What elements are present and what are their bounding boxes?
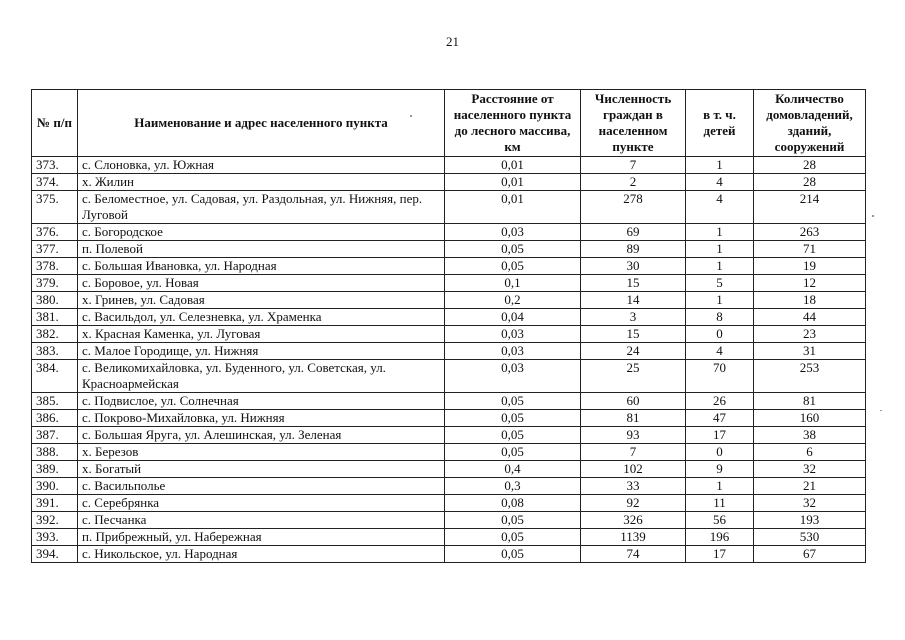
scan-speck <box>880 410 882 411</box>
buildings-count: 18 <box>754 292 866 309</box>
settlement-name: х. Гринев, ул. Садовая <box>78 292 445 309</box>
row-number: 386. <box>32 410 78 427</box>
table-header-row <box>32 90 866 157</box>
row-number: 391. <box>32 495 78 512</box>
table-row <box>32 191 866 224</box>
population-count: 93 <box>581 427 686 444</box>
settlement-name: с. Большая Яруга, ул. Алешинская, ул. Зеленая <box>78 427 445 444</box>
settlement-name: с. Слоновка, ул. Южная <box>78 157 445 174</box>
row-number: 392. <box>32 512 78 529</box>
settlement-name: с. Великомихайловка, ул. Буденного, ул. Советская, ул. Красноармейская <box>78 360 445 393</box>
population-count: 1139 <box>581 529 686 546</box>
children-count: 70 <box>686 360 754 393</box>
children-count: 0 <box>686 326 754 343</box>
distance-km: 0,01 <box>445 191 581 224</box>
children-count: 0 <box>686 444 754 461</box>
settlements-table <box>31 89 866 563</box>
table-row <box>32 309 866 326</box>
row-number: 376. <box>32 224 78 241</box>
settlement-name: с. Большая Ивановка, ул. Народная <box>78 258 445 275</box>
row-number: 380. <box>32 292 78 309</box>
settlement-name: х. Жилин <box>78 174 445 191</box>
children-count: 26 <box>686 393 754 410</box>
table-row <box>32 258 866 275</box>
distance-km: 0,01 <box>445 174 581 191</box>
scan-speck <box>872 215 874 217</box>
population-count: 2 <box>581 174 686 191</box>
row-number: 394. <box>32 546 78 563</box>
row-number: 375. <box>32 191 78 224</box>
distance-km: 0,05 <box>445 546 581 563</box>
row-number: 384. <box>32 360 78 393</box>
population-count: 7 <box>581 444 686 461</box>
children-count: 56 <box>686 512 754 529</box>
buildings-count: 67 <box>754 546 866 563</box>
table-row <box>32 393 866 410</box>
distance-km: 0,01 <box>445 157 581 174</box>
buildings-count: 530 <box>754 529 866 546</box>
buildings-count: 32 <box>754 495 866 512</box>
row-number: 381. <box>32 309 78 326</box>
children-count: 4 <box>686 191 754 224</box>
distance-km: 0,03 <box>445 360 581 393</box>
buildings-count: 160 <box>754 410 866 427</box>
settlement-name: с. Подвислое, ул. Солнечная <box>78 393 445 410</box>
table-row <box>32 427 866 444</box>
children-count: 1 <box>686 224 754 241</box>
children-count: 4 <box>686 174 754 191</box>
children-count: 4 <box>686 343 754 360</box>
distance-km: 0,05 <box>445 241 581 258</box>
population-count: 326 <box>581 512 686 529</box>
children-count: 17 <box>686 427 754 444</box>
table-row <box>32 241 866 258</box>
table-row <box>32 360 866 393</box>
settlement-name: с. Васильполье <box>78 478 445 495</box>
population-count: 30 <box>581 258 686 275</box>
population-count: 24 <box>581 343 686 360</box>
population-count: 74 <box>581 546 686 563</box>
buildings-count: 214 <box>754 191 866 224</box>
distance-km: 0,05 <box>445 427 581 444</box>
header-children: в т. ч. детей <box>686 90 754 157</box>
population-count: 14 <box>581 292 686 309</box>
settlement-name: с. Васильдол, ул. Селезневка, ул. Храменка <box>78 309 445 326</box>
row-number: 388. <box>32 444 78 461</box>
children-count: 17 <box>686 546 754 563</box>
distance-km: 0,03 <box>445 326 581 343</box>
page-number: 21 <box>446 34 459 49</box>
buildings-count: 31 <box>754 343 866 360</box>
table-row <box>32 444 866 461</box>
population-count: 102 <box>581 461 686 478</box>
header-settlement-name: Наименование и адрес населенного пункта <box>78 90 445 157</box>
row-number: 379. <box>32 275 78 292</box>
distance-km: 0,3 <box>445 478 581 495</box>
header-number: № п/п <box>32 90 78 157</box>
population-count: 69 <box>581 224 686 241</box>
row-number: 387. <box>32 427 78 444</box>
settlement-name: х. Березов <box>78 444 445 461</box>
distance-km: 0,05 <box>445 393 581 410</box>
buildings-count: 12 <box>754 275 866 292</box>
population-count: 33 <box>581 478 686 495</box>
distance-km: 0,05 <box>445 444 581 461</box>
row-number: 383. <box>32 343 78 360</box>
buildings-count: 19 <box>754 258 866 275</box>
row-number: 374. <box>32 174 78 191</box>
row-number: 389. <box>32 461 78 478</box>
distance-km: 0,05 <box>445 529 581 546</box>
children-count: 1 <box>686 241 754 258</box>
buildings-count: 28 <box>754 157 866 174</box>
row-number: 390. <box>32 478 78 495</box>
population-count: 3 <box>581 309 686 326</box>
buildings-count: 21 <box>754 478 866 495</box>
row-number: 393. <box>32 529 78 546</box>
distance-km: 0,2 <box>445 292 581 309</box>
settlement-name: х. Богатый <box>78 461 445 478</box>
table-row <box>32 461 866 478</box>
table-row <box>32 546 866 563</box>
header-population: Численность граждан в населенном пункте <box>581 90 686 157</box>
settlement-name: с. Богородское <box>78 224 445 241</box>
distance-km: 0,1 <box>445 275 581 292</box>
table-row <box>32 410 866 427</box>
children-count: 196 <box>686 529 754 546</box>
table-row <box>32 495 866 512</box>
children-count: 1 <box>686 258 754 275</box>
distance-km: 0,03 <box>445 343 581 360</box>
table-row <box>32 224 866 241</box>
table-row <box>32 275 866 292</box>
buildings-count: 253 <box>754 360 866 393</box>
table-row <box>32 326 866 343</box>
population-count: 25 <box>581 360 686 393</box>
population-count: 60 <box>581 393 686 410</box>
table-row <box>32 512 866 529</box>
row-number: 377. <box>32 241 78 258</box>
children-count: 1 <box>686 157 754 174</box>
settlement-name: х. Красная Каменка, ул. Луговая <box>78 326 445 343</box>
children-count: 1 <box>686 292 754 309</box>
children-count: 47 <box>686 410 754 427</box>
row-number: 382. <box>32 326 78 343</box>
distance-km: 0,05 <box>445 410 581 427</box>
children-count: 9 <box>686 461 754 478</box>
buildings-count: 193 <box>754 512 866 529</box>
distance-km: 0,03 <box>445 224 581 241</box>
settlement-name: с. Никольское, ул. Народная <box>78 546 445 563</box>
table-row <box>32 478 866 495</box>
table-row <box>32 529 866 546</box>
row-number: 378. <box>32 258 78 275</box>
settlement-name: с. Боровое, ул. Новая <box>78 275 445 292</box>
table-row <box>32 157 866 174</box>
population-count: 15 <box>581 326 686 343</box>
row-number: 385. <box>32 393 78 410</box>
buildings-count: 38 <box>754 427 866 444</box>
header-buildings: Количество домовладений, зданий, сооружений <box>754 90 866 157</box>
settlement-name: п. Прибрежный, ул. Набережная <box>78 529 445 546</box>
buildings-count: 32 <box>754 461 866 478</box>
population-count: 89 <box>581 241 686 258</box>
distance-km: 0,08 <box>445 495 581 512</box>
settlement-name: с. Покрово-Михайловка, ул. Нижняя <box>78 410 445 427</box>
table-row <box>32 292 866 309</box>
children-count: 5 <box>686 275 754 292</box>
buildings-count: 263 <box>754 224 866 241</box>
population-count: 278 <box>581 191 686 224</box>
scan-speck <box>410 115 412 117</box>
settlement-name: с. Малое Городище, ул. Нижняя <box>78 343 445 360</box>
buildings-count: 44 <box>754 309 866 326</box>
population-count: 7 <box>581 157 686 174</box>
population-count: 81 <box>581 410 686 427</box>
population-count: 15 <box>581 275 686 292</box>
population-count: 92 <box>581 495 686 512</box>
buildings-count: 6 <box>754 444 866 461</box>
children-count: 8 <box>686 309 754 326</box>
buildings-count: 23 <box>754 326 866 343</box>
settlement-name: п. Полевой <box>78 241 445 258</box>
distance-km: 0,4 <box>445 461 581 478</box>
buildings-count: 81 <box>754 393 866 410</box>
row-number: 373. <box>32 157 78 174</box>
table-row <box>32 174 866 191</box>
distance-km: 0,05 <box>445 258 581 275</box>
header-distance: Расстояние от населенного пункта до лесного массива, км <box>445 90 581 157</box>
settlement-name: с. Серебрянка <box>78 495 445 512</box>
children-count: 11 <box>686 495 754 512</box>
settlement-name: с. Беломестное, ул. Садовая, ул. Раздольная, ул. Нижняя, пер. Луговой <box>78 191 445 224</box>
distance-km: 0,05 <box>445 512 581 529</box>
table-row <box>32 343 866 360</box>
settlement-name: с. Песчанка <box>78 512 445 529</box>
children-count: 1 <box>686 478 754 495</box>
buildings-count: 71 <box>754 241 866 258</box>
buildings-count: 28 <box>754 174 866 191</box>
distance-km: 0,04 <box>445 309 581 326</box>
